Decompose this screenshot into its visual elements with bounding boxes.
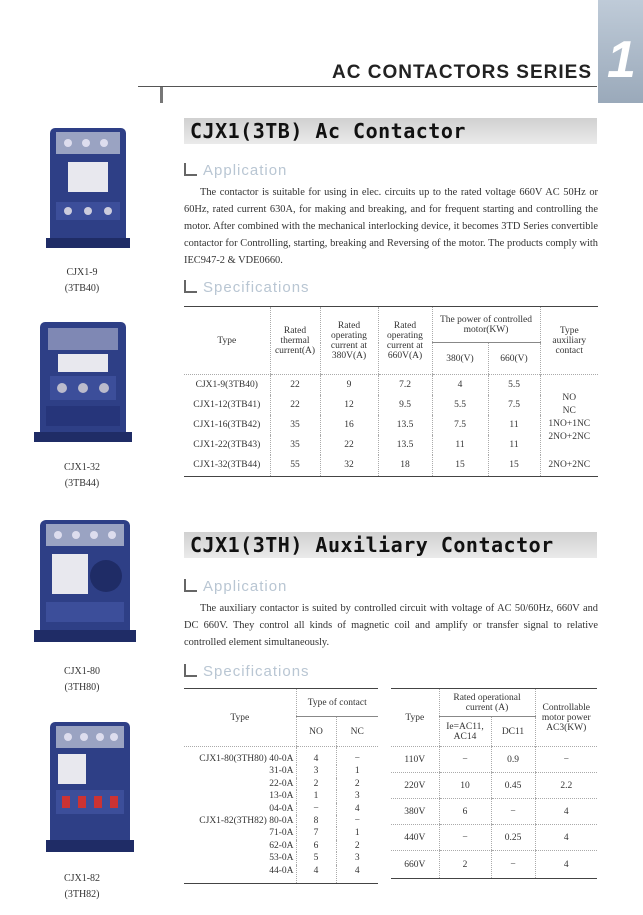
th-thermal: Rated thermal current(A) — [270, 307, 320, 375]
aux-contact-group: NO NC 1NO+1NC 2NO+2NC — [540, 375, 598, 455]
th-power: The power of controlled motor(KW) — [432, 307, 540, 343]
section1-title-bar — [184, 118, 597, 144]
table-row: CJX1-80(3TH80) 40-0A 4 − — [184, 747, 378, 766]
caption-cjx1-32 — [22, 460, 142, 492]
section2-title: CJX1(3TH) Auxiliary Contactor — [190, 533, 554, 557]
th-nc: NC — [336, 717, 378, 747]
table-row: 660V 2 − 4 — [391, 851, 597, 879]
th-p660: 660(V) — [488, 343, 540, 375]
table-row: 71-0A 7 1 — [184, 827, 378, 839]
contact-table-wrap — [184, 688, 378, 884]
contact-type-table — [184, 688, 378, 884]
header-vertical-bar — [160, 87, 163, 103]
table-row: 13-0A 1 3 — [184, 790, 378, 802]
table-row: 110V − 0.9 − — [391, 747, 597, 773]
table-row: 62-0A 6 2 — [184, 840, 378, 852]
section1-spec-table — [184, 306, 598, 477]
table-row: 440V − 0.25 4 — [391, 825, 597, 851]
table-row: CJX1-16(3TB42) 35 16 13.5 7.5 11 — [184, 415, 598, 435]
th-ac: Ie=AC11, AC14 — [439, 717, 491, 747]
section1-spec-table-wrap — [184, 306, 598, 477]
th-op660: Rated operating current at 660V(A) — [378, 307, 432, 375]
th-contact: Type of contact — [296, 689, 378, 717]
page-number: 1 — [607, 31, 636, 89]
table-row: CJX1-12(3TB41) 22 12 9.5 5.5 7.5 — [184, 395, 598, 415]
th-power: Controllable motor power AC3(KW) — [535, 689, 597, 747]
th-op380: Rated operating current at 380V(A) — [320, 307, 378, 375]
product-image-cjx1-9 — [38, 118, 138, 258]
section1-title: CJX1(3TB) Ac Contactor — [190, 119, 466, 143]
table-row: CJX1-82(3TH82) 80-0A 8 − — [184, 815, 378, 827]
table-row: CJX1-22(3TB43) 35 22 13.5 11 11 — [184, 435, 598, 455]
caption-model: CJX1-80 — [63, 666, 101, 677]
caption-model: CJX1-82 — [63, 873, 101, 884]
section1-specifications-heading: Specifications — [184, 279, 310, 296]
section1-application-text: The contactor is suitable for using in elec. circuits up to the rated voltage 660V AC 50Hz or 60Hz, rated current 630A, for making and breaking, and for frequent starting and controlling the motor. After combined with the mechanical interlocking device, it becomes 3TD Series convertible contactor for Controlling, starting, breaking and Reversing of the motor. The products comply with IEC947-2 & VDE0660. — [184, 187, 598, 266]
caption-model: CJX1-32 — [63, 462, 101, 473]
table-row: CJX1-9(3TB40) 22 9 7.2 4 5.5 NO NC 1NO+1NC 2NO+2NC — [184, 375, 598, 395]
product-image-cjx1-82 — [40, 712, 140, 862]
th-type: Type — [184, 307, 270, 375]
series-title: AC CONTACTORS SERIES — [332, 62, 592, 83]
th-no: NO — [296, 717, 336, 747]
caption-code: (3TH82) — [64, 889, 100, 900]
product-image-cjx1-80 — [30, 506, 140, 656]
th-type: Type — [184, 689, 296, 747]
heading-marker-icon — [184, 579, 197, 592]
caption-cjx1-9 — [22, 265, 142, 297]
table-row: 220V 10 0.45 2.2 — [391, 773, 597, 799]
heading-marker-icon — [184, 664, 197, 677]
heading-marker-icon — [184, 280, 197, 293]
table-row: CJX1-32(3TB44) 55 32 18 15 15 2NO+2NC — [184, 455, 598, 477]
caption-cjx1-80 — [22, 664, 142, 696]
rating-table-wrap — [391, 688, 597, 879]
caption-code: (3TH80) — [64, 682, 100, 693]
table-row: 53-0A 5 3 — [184, 852, 378, 864]
caption-code: (3TB44) — [64, 478, 100, 489]
product-image-cjx1-32 — [28, 312, 138, 452]
section2-application-text: The auxiliary contactor is suited by controlled circuit with voltage of AC 50/60Hz, 660V and DC 660V. They control all kinds of magnetic coil and amplify or transfer signal to relative controlled element simultaneously. — [184, 603, 598, 648]
section2-application-heading: Application — [184, 578, 287, 595]
th-p380: 380(V) — [432, 343, 488, 375]
caption-model: CJX1-9 — [66, 267, 98, 278]
th-aux: Type auxiliary contact — [540, 307, 598, 375]
table-row: 04-0A − 4 — [184, 803, 378, 815]
table-row: 44-0A 4 4 — [184, 865, 378, 884]
table-row: 31-0A 3 1 — [184, 765, 378, 777]
caption-cjx1-82 — [22, 871, 142, 903]
header-rule — [138, 86, 597, 87]
heading-marker-icon — [184, 163, 197, 176]
section1-application-heading: Application — [184, 162, 287, 179]
table-row: 22-0A 2 2 — [184, 778, 378, 790]
th-dc: DC11 — [491, 717, 535, 747]
rated-current-table — [391, 688, 597, 879]
section2-specifications-heading: Specifications — [184, 663, 310, 680]
caption-code: (3TB40) — [64, 283, 100, 294]
section2-title-bar — [184, 532, 597, 558]
th-type: Type — [391, 689, 439, 747]
table-row: 380V 6 − 4 — [391, 799, 597, 825]
th-rated: Rated operational current (A) — [439, 689, 535, 717]
